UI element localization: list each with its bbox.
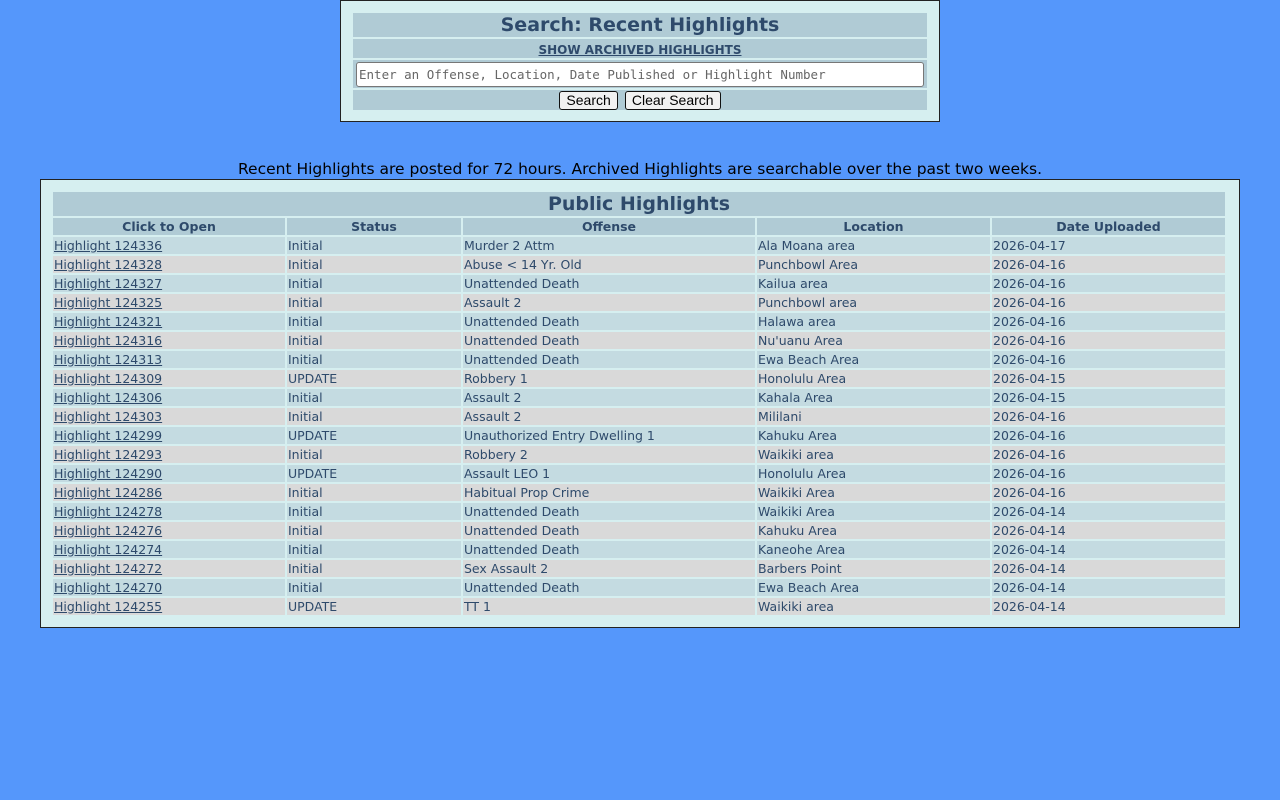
search-button[interactable]: Search	[559, 91, 617, 110]
location-cell: Nu'uanu Area	[757, 332, 992, 351]
link-cell	[53, 351, 287, 370]
date-cell: 2026-04-16	[992, 351, 1227, 370]
table-row	[53, 389, 1227, 408]
show-archived-link[interactable]: SHOW ARCHIVED HIGHLIGHTS	[538, 43, 742, 57]
link-cell	[53, 294, 287, 313]
link-cell	[53, 465, 287, 484]
link-cell	[53, 484, 287, 503]
table-row	[53, 275, 1227, 294]
status-cell: Initial	[287, 522, 463, 541]
date-cell: 2026-04-14	[992, 522, 1227, 541]
table-row	[53, 332, 1227, 351]
offense-cell: Unattended Death	[463, 275, 757, 294]
highlights-table	[53, 192, 1227, 617]
location-cell: Waikiki Area	[757, 503, 992, 522]
date-cell: 2026-04-17	[992, 237, 1227, 256]
table-row	[53, 313, 1227, 332]
highlight-link[interactable]: Highlight 124276	[54, 523, 163, 538]
location-cell: Ewa Beach Area	[757, 351, 992, 370]
link-cell	[53, 370, 287, 389]
column-header: Click to Open	[53, 218, 287, 237]
date-cell: 2026-04-16	[992, 484, 1227, 503]
status-cell: Initial	[287, 484, 463, 503]
location-cell: Waikiki Area	[757, 484, 992, 503]
location-cell: Honolulu Area	[757, 370, 992, 389]
location-cell: Kahuku Area	[757, 427, 992, 446]
table-row	[53, 579, 1227, 598]
highlight-link[interactable]: Highlight 124270	[54, 580, 163, 595]
table-row	[53, 427, 1227, 446]
status-cell: Initial	[287, 408, 463, 427]
link-cell	[53, 332, 287, 351]
highlight-link[interactable]: Highlight 124278	[54, 504, 163, 519]
date-cell: 2026-04-14	[992, 560, 1227, 579]
table-row	[53, 560, 1227, 579]
offense-cell: Unattended Death	[463, 503, 757, 522]
highlight-link[interactable]: Highlight 124306	[54, 390, 163, 405]
table-row	[53, 370, 1227, 389]
location-cell: Honolulu Area	[757, 465, 992, 484]
date-cell: 2026-04-16	[992, 275, 1227, 294]
table-row	[53, 522, 1227, 541]
date-cell: 2026-04-16	[992, 256, 1227, 275]
date-cell: 2026-04-16	[992, 446, 1227, 465]
search-title: Search: Recent Highlights	[353, 13, 927, 37]
table-title: Public Highlights	[53, 192, 1227, 218]
date-cell: 2026-04-16	[992, 294, 1227, 313]
offense-cell: Robbery 1	[463, 370, 757, 389]
date-cell: 2026-04-16	[992, 465, 1227, 484]
offense-cell: Habitual Prop Crime	[463, 484, 757, 503]
link-cell	[53, 541, 287, 560]
highlight-link[interactable]: Highlight 124328	[54, 257, 163, 272]
table-row	[53, 484, 1227, 503]
offense-cell: Assault 2	[463, 408, 757, 427]
location-cell: Barbers Point	[757, 560, 992, 579]
offense-cell: Unattended Death	[463, 332, 757, 351]
date-cell: 2026-04-16	[992, 427, 1227, 446]
location-cell: Kaneohe Area	[757, 541, 992, 560]
status-cell: Initial	[287, 446, 463, 465]
date-cell: 2026-04-16	[992, 332, 1227, 351]
column-header: Location	[757, 218, 992, 237]
highlight-link[interactable]: Highlight 124309	[54, 371, 163, 386]
link-cell	[53, 579, 287, 598]
column-header: Status	[287, 218, 463, 237]
highlight-link[interactable]: Highlight 124255	[54, 599, 163, 614]
table-row	[53, 503, 1227, 522]
date-cell: 2026-04-14	[992, 598, 1227, 617]
info-note: Recent Highlights are posted for 72 hours. Archived Highlights are searchable over the past two weeks.	[237, 160, 1043, 178]
highlight-link[interactable]: Highlight 124325	[54, 295, 163, 310]
status-cell: Initial	[287, 256, 463, 275]
table-row	[53, 294, 1227, 313]
status-cell: UPDATE	[287, 598, 463, 617]
status-cell: Initial	[287, 579, 463, 598]
highlight-link[interactable]: Highlight 124321	[54, 314, 163, 329]
highlight-link[interactable]: Highlight 124303	[54, 409, 163, 424]
location-cell: Waikiki area	[757, 446, 992, 465]
link-cell	[53, 313, 287, 332]
link-cell	[53, 522, 287, 541]
status-cell: Initial	[287, 294, 463, 313]
date-cell: 2026-04-14	[992, 541, 1227, 560]
offense-cell: Assault 2	[463, 294, 757, 313]
status-cell: Initial	[287, 503, 463, 522]
search-panel	[340, 0, 940, 122]
link-cell	[53, 503, 287, 522]
offense-cell: Unattended Death	[463, 351, 757, 370]
offense-cell: Robbery 2	[463, 446, 757, 465]
location-cell: Kahala Area	[757, 389, 992, 408]
table-row	[53, 446, 1227, 465]
highlight-link[interactable]: Highlight 124336	[54, 238, 163, 253]
offense-cell: Unattended Death	[463, 313, 757, 332]
location-cell: Punchbowl Area	[757, 256, 992, 275]
location-cell: Kahuku Area	[757, 522, 992, 541]
highlight-link[interactable]: Highlight 124316	[54, 333, 163, 348]
location-cell: Halawa area	[757, 313, 992, 332]
status-cell: UPDATE	[287, 427, 463, 446]
link-cell	[53, 427, 287, 446]
offense-cell: Unattended Death	[463, 522, 757, 541]
table-row	[53, 598, 1227, 617]
search-input[interactable]	[356, 62, 924, 87]
table-row	[53, 256, 1227, 275]
link-cell	[53, 256, 287, 275]
status-cell: Initial	[287, 351, 463, 370]
link-cell	[53, 275, 287, 294]
highlight-link[interactable]: Highlight 124272	[54, 561, 163, 576]
column-header: Date Uploaded	[992, 218, 1227, 237]
location-cell: Ala Moana area	[757, 237, 992, 256]
link-cell	[53, 389, 287, 408]
column-header: Offense	[463, 218, 757, 237]
highlight-link[interactable]: Highlight 124299	[54, 428, 163, 443]
offense-cell: Assault 2	[463, 389, 757, 408]
table-row	[53, 541, 1227, 560]
status-cell: Initial	[287, 332, 463, 351]
location-cell: Mililani	[757, 408, 992, 427]
table-row	[53, 237, 1227, 256]
date-cell: 2026-04-14	[992, 579, 1227, 598]
highlight-link[interactable]: Highlight 124313	[54, 352, 163, 367]
highlight-link[interactable]: Highlight 124293	[54, 447, 163, 462]
location-cell: Punchbowl area	[757, 294, 992, 313]
table-row	[53, 465, 1227, 484]
offense-cell: Unattended Death	[463, 579, 757, 598]
location-cell: Ewa Beach Area	[757, 579, 992, 598]
date-cell: 2026-04-14	[992, 503, 1227, 522]
offense-cell: Unattended Death	[463, 541, 757, 560]
link-cell	[53, 408, 287, 427]
highlights-panel	[40, 179, 1240, 628]
table-row	[53, 408, 1227, 427]
location-cell: Waikiki area	[757, 598, 992, 617]
date-cell: 2026-04-16	[992, 313, 1227, 332]
date-cell: 2026-04-15	[992, 389, 1227, 408]
status-cell: Initial	[287, 313, 463, 332]
status-cell: UPDATE	[287, 465, 463, 484]
status-cell: Initial	[287, 237, 463, 256]
offense-cell: Murder 2 Attm	[463, 237, 757, 256]
offense-cell: Unauthorized Entry Dwelling 1	[463, 427, 757, 446]
highlight-link[interactable]: Highlight 124327	[54, 276, 163, 291]
table-row	[53, 351, 1227, 370]
highlight-link[interactable]: Highlight 124290	[54, 466, 163, 481]
highlight-link[interactable]: Highlight 124286	[54, 485, 163, 500]
status-cell: UPDATE	[287, 370, 463, 389]
link-cell	[53, 598, 287, 617]
link-cell	[53, 237, 287, 256]
date-cell: 2026-04-15	[992, 370, 1227, 389]
clear-search-button[interactable]: Clear Search	[625, 91, 721, 110]
location-cell: Kailua area	[757, 275, 992, 294]
highlight-link[interactable]: Highlight 124274	[54, 542, 163, 557]
link-cell	[53, 446, 287, 465]
status-cell: Initial	[287, 275, 463, 294]
status-cell: Initial	[287, 389, 463, 408]
status-cell: Initial	[287, 560, 463, 579]
offense-cell: Sex Assault 2	[463, 560, 757, 579]
link-cell	[53, 560, 287, 579]
offense-cell: Abuse < 14 Yr. Old	[463, 256, 757, 275]
offense-cell: Assault LEO 1	[463, 465, 757, 484]
date-cell: 2026-04-16	[992, 408, 1227, 427]
status-cell: Initial	[287, 541, 463, 560]
offense-cell: TT 1	[463, 598, 757, 617]
